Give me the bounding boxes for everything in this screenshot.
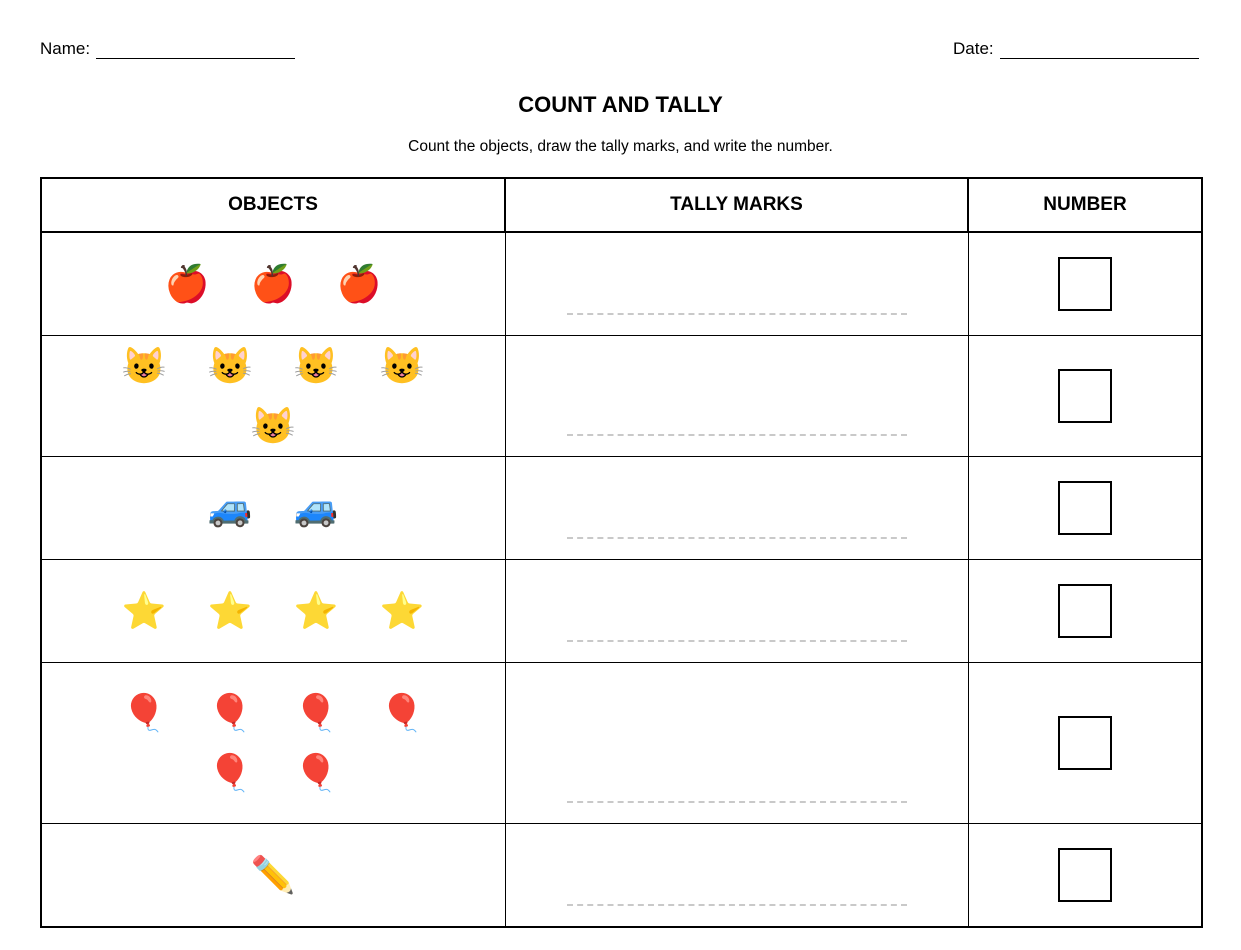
number-cell bbox=[968, 232, 1202, 336]
tally-guide-line bbox=[567, 801, 907, 803]
car-icon: 🚙 bbox=[207, 487, 253, 528]
apple-icon: 🍎 bbox=[250, 263, 296, 304]
table-row bbox=[41, 560, 1202, 663]
cat-icon: 😺 bbox=[207, 345, 253, 386]
balloon-icon: 🎈 bbox=[207, 692, 253, 733]
column-header-tally: TALLY MARKS bbox=[505, 178, 968, 232]
cat-icon: 😺 bbox=[379, 345, 425, 386]
objects-cell bbox=[41, 663, 505, 824]
name-label: Name: bbox=[40, 39, 91, 58]
objects-cell bbox=[41, 232, 505, 336]
objects-group-car bbox=[42, 457, 505, 559]
date-field bbox=[953, 39, 1199, 59]
table-row bbox=[41, 824, 1202, 928]
balloon-icon: 🎈 bbox=[207, 752, 253, 793]
number-cell bbox=[968, 336, 1202, 457]
number-answer-box[interactable] bbox=[1058, 481, 1112, 535]
pencil-icon: ✏️ bbox=[250, 854, 296, 895]
number-cell bbox=[968, 824, 1202, 928]
tally-cell[interactable] bbox=[505, 663, 968, 824]
apple-icon: 🍎 bbox=[336, 263, 382, 304]
instructions: Count the objects, draw the tally marks, and write the number. bbox=[408, 138, 833, 155]
table-row bbox=[41, 232, 1202, 336]
cat-icon: 😺 bbox=[293, 345, 339, 386]
number-cell bbox=[968, 457, 1202, 560]
balloon-icon: 🎈 bbox=[293, 752, 339, 793]
number-answer-box[interactable] bbox=[1058, 369, 1112, 423]
cat-icon: 😺 bbox=[250, 405, 296, 446]
tally-guide-line bbox=[567, 313, 907, 315]
count-tally-table bbox=[40, 177, 1203, 928]
table-row bbox=[41, 336, 1202, 457]
name-input-line[interactable] bbox=[96, 44, 295, 59]
star-icon: ⭐ bbox=[379, 590, 425, 631]
tally-guide-line bbox=[567, 904, 907, 906]
worksheet-title: COUNT AND TALLY bbox=[518, 92, 723, 117]
objects-cell bbox=[41, 457, 505, 560]
table-header-row bbox=[41, 178, 1202, 232]
apple-icon: 🍎 bbox=[164, 263, 210, 304]
date-input-line[interactable] bbox=[1000, 44, 1199, 59]
star-icon: ⭐ bbox=[293, 590, 339, 631]
number-cell bbox=[968, 663, 1202, 824]
date-label: Date: bbox=[953, 39, 994, 58]
objects-group-star bbox=[42, 560, 505, 662]
star-icon: ⭐ bbox=[207, 590, 253, 631]
tally-cell[interactable] bbox=[505, 232, 968, 336]
objects-cell bbox=[41, 560, 505, 663]
balloon-icon: 🎈 bbox=[293, 692, 339, 733]
star-icon: ⭐ bbox=[121, 590, 167, 631]
objects-group-cat bbox=[42, 336, 505, 456]
balloon-icon: 🎈 bbox=[379, 692, 425, 733]
tally-cell[interactable] bbox=[505, 560, 968, 663]
objects-cell bbox=[41, 336, 505, 457]
tally-cell[interactable] bbox=[505, 824, 968, 928]
table-row bbox=[41, 457, 1202, 560]
tally-cell[interactable] bbox=[505, 457, 968, 560]
tally-guide-line bbox=[567, 537, 907, 539]
number-cell bbox=[968, 560, 1202, 663]
number-answer-box[interactable] bbox=[1058, 257, 1112, 311]
tally-guide-line bbox=[567, 434, 907, 436]
objects-cell bbox=[41, 824, 505, 928]
column-header-number: NUMBER bbox=[968, 178, 1202, 232]
tally-cell[interactable] bbox=[505, 336, 968, 457]
name-field bbox=[40, 39, 295, 59]
table-row bbox=[41, 663, 1202, 824]
car-icon: 🚙 bbox=[293, 487, 339, 528]
balloon-icon: 🎈 bbox=[121, 692, 167, 733]
column-header-objects: OBJECTS bbox=[41, 178, 505, 232]
objects-group-pencil bbox=[42, 824, 505, 926]
objects-group-apple bbox=[42, 233, 505, 335]
tally-guide-line bbox=[567, 640, 907, 642]
number-answer-box[interactable] bbox=[1058, 584, 1112, 638]
objects-group-balloon bbox=[42, 663, 505, 823]
cat-icon: 😺 bbox=[121, 345, 167, 386]
number-answer-box[interactable] bbox=[1058, 716, 1112, 770]
number-answer-box[interactable] bbox=[1058, 848, 1112, 902]
